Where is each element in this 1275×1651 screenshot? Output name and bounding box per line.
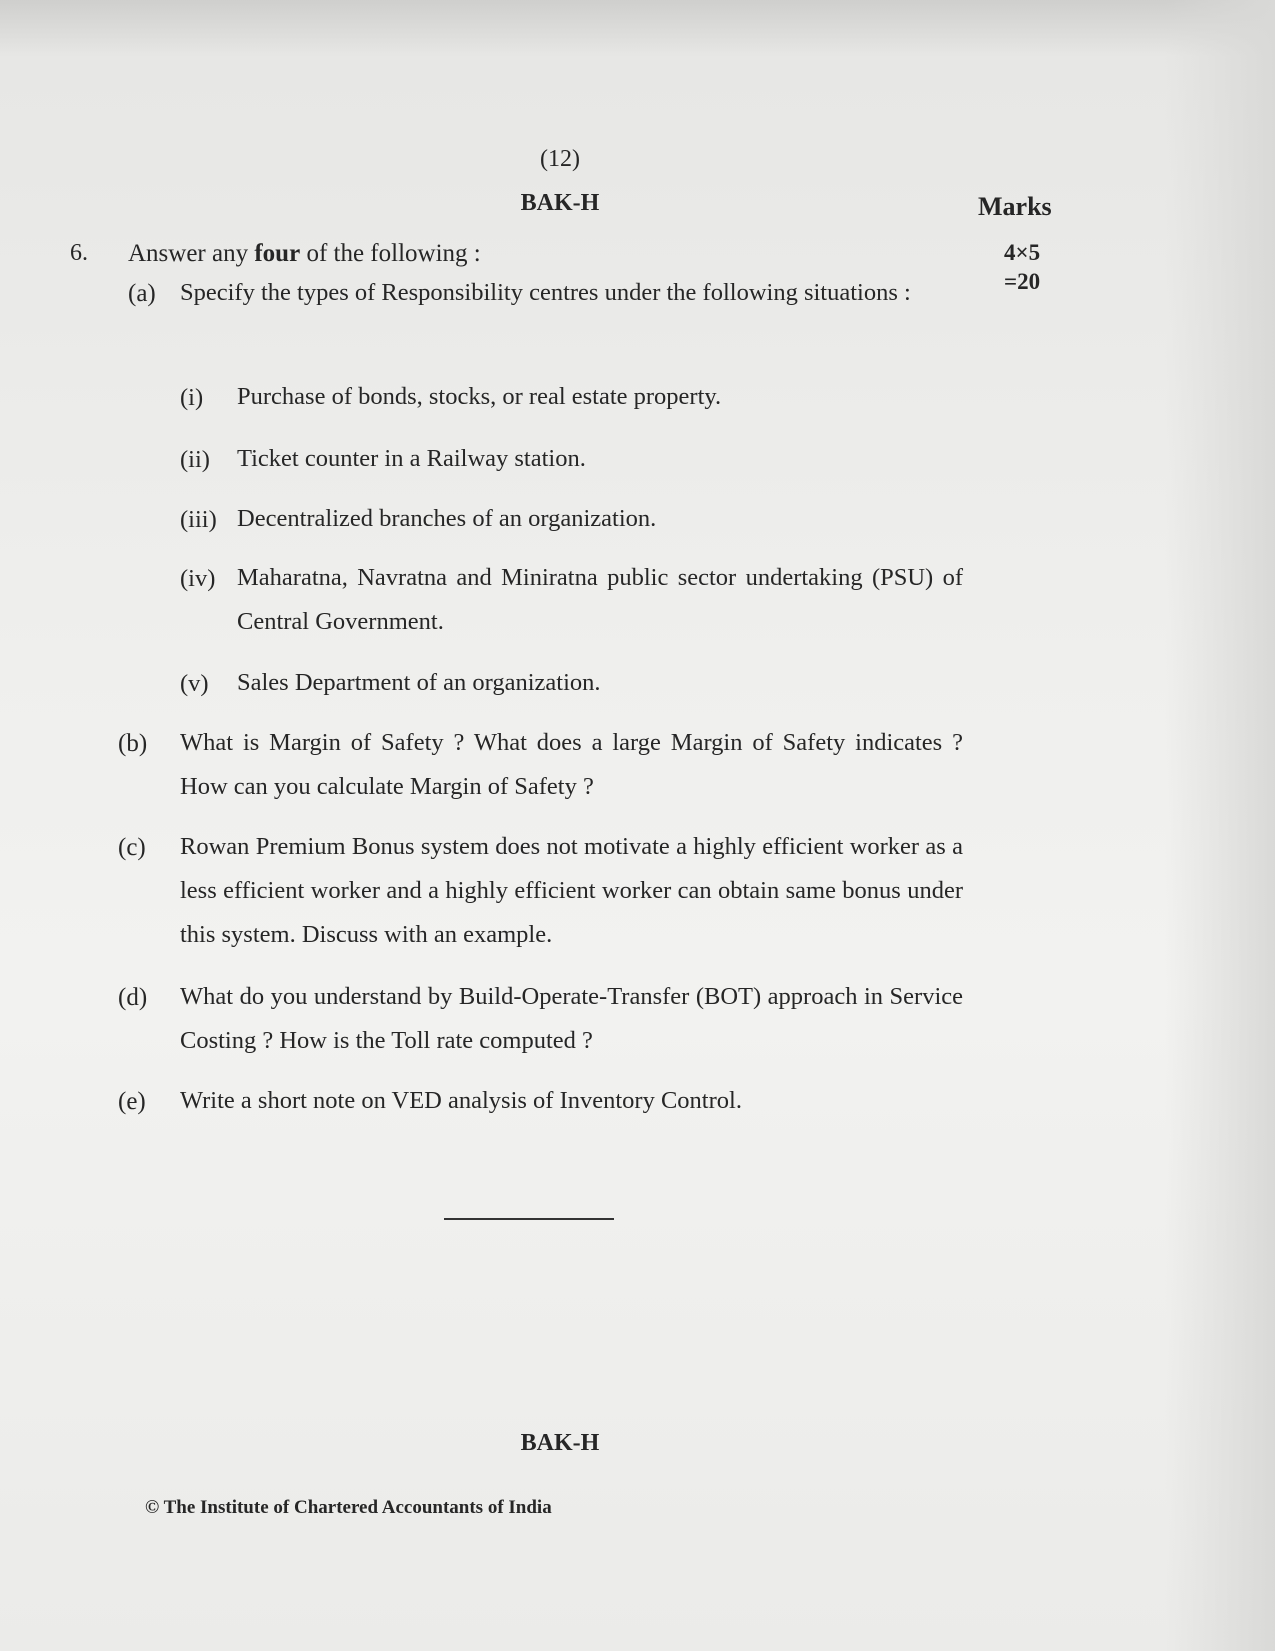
- marks-allocation-line-2: =20: [1004, 269, 1041, 294]
- sub-item-iii-label: (iii): [180, 506, 217, 533]
- marks-allocation-line-1: 4×5: [1004, 240, 1041, 265]
- marks-column-heading: Marks: [978, 192, 1052, 221]
- sub-item-iv-text: Maharatna, Navratna and Miniratna public sector undertaking (PSU) of Central Government.: [237, 564, 963, 635]
- end-of-question-rule: [444, 1218, 614, 1220]
- page-number: (12): [540, 146, 580, 172]
- instruction-suffix: of the following :: [300, 240, 481, 267]
- sub-item-v-text: Sales Department of an organization.: [237, 669, 601, 696]
- part-e-label: (e): [118, 1088, 146, 1115]
- part-b-text: What is Margin of Safety ? What does a large Margin of Safety indicates ? How can you calculate Margin of Safety ?: [180, 729, 963, 800]
- paper-code-footer: BAK-H: [520, 1430, 600, 1456]
- part-c-text: Rowan Premium Bonus system does not motivate a highly efficient worker as a less efficient worker and a highly efficient worker can obtain same bonus under this system. Discuss with an example.: [180, 833, 963, 948]
- sub-item-i-label: (i): [180, 384, 204, 411]
- sub-item-ii-text: Ticket counter in a Railway station.: [237, 445, 586, 472]
- part-a-label: (a): [128, 280, 156, 307]
- part-d-label: (d): [118, 984, 148, 1011]
- sub-item-ii-label: (ii): [180, 446, 210, 473]
- part-c-label: (c): [118, 834, 146, 861]
- question-number: 6.: [70, 240, 88, 266]
- instruction-prefix: Answer any: [128, 240, 255, 267]
- sub-item-iii-text: Decentralized branches of an organization.: [237, 505, 657, 532]
- marks-allocation: [1004, 238, 1040, 296]
- sub-item-iv-label: (iv): [180, 565, 216, 592]
- copyright-notice: © The Institute of Chartered Accountants of India: [145, 1497, 552, 1518]
- paper-code-header: BAK-H: [520, 190, 600, 216]
- part-e-text: Write a short note on VED analysis of Inventory Control.: [180, 1087, 742, 1114]
- sub-item-v-label: (v): [180, 670, 209, 697]
- instruction-emphasis: four: [254, 240, 301, 267]
- sub-item-i-text: Purchase of bonds, stocks, or real estate property.: [237, 383, 722, 410]
- part-d-text: What do you understand by Build-Operate-Transfer (BOT) approach in Service Costing ? How is the Toll rate computed ?: [180, 983, 963, 1054]
- part-a-text: Specify the types of Responsibility centres under the following situations :: [180, 279, 911, 306]
- question-instruction: [128, 240, 481, 268]
- part-b-label: (b): [118, 730, 148, 757]
